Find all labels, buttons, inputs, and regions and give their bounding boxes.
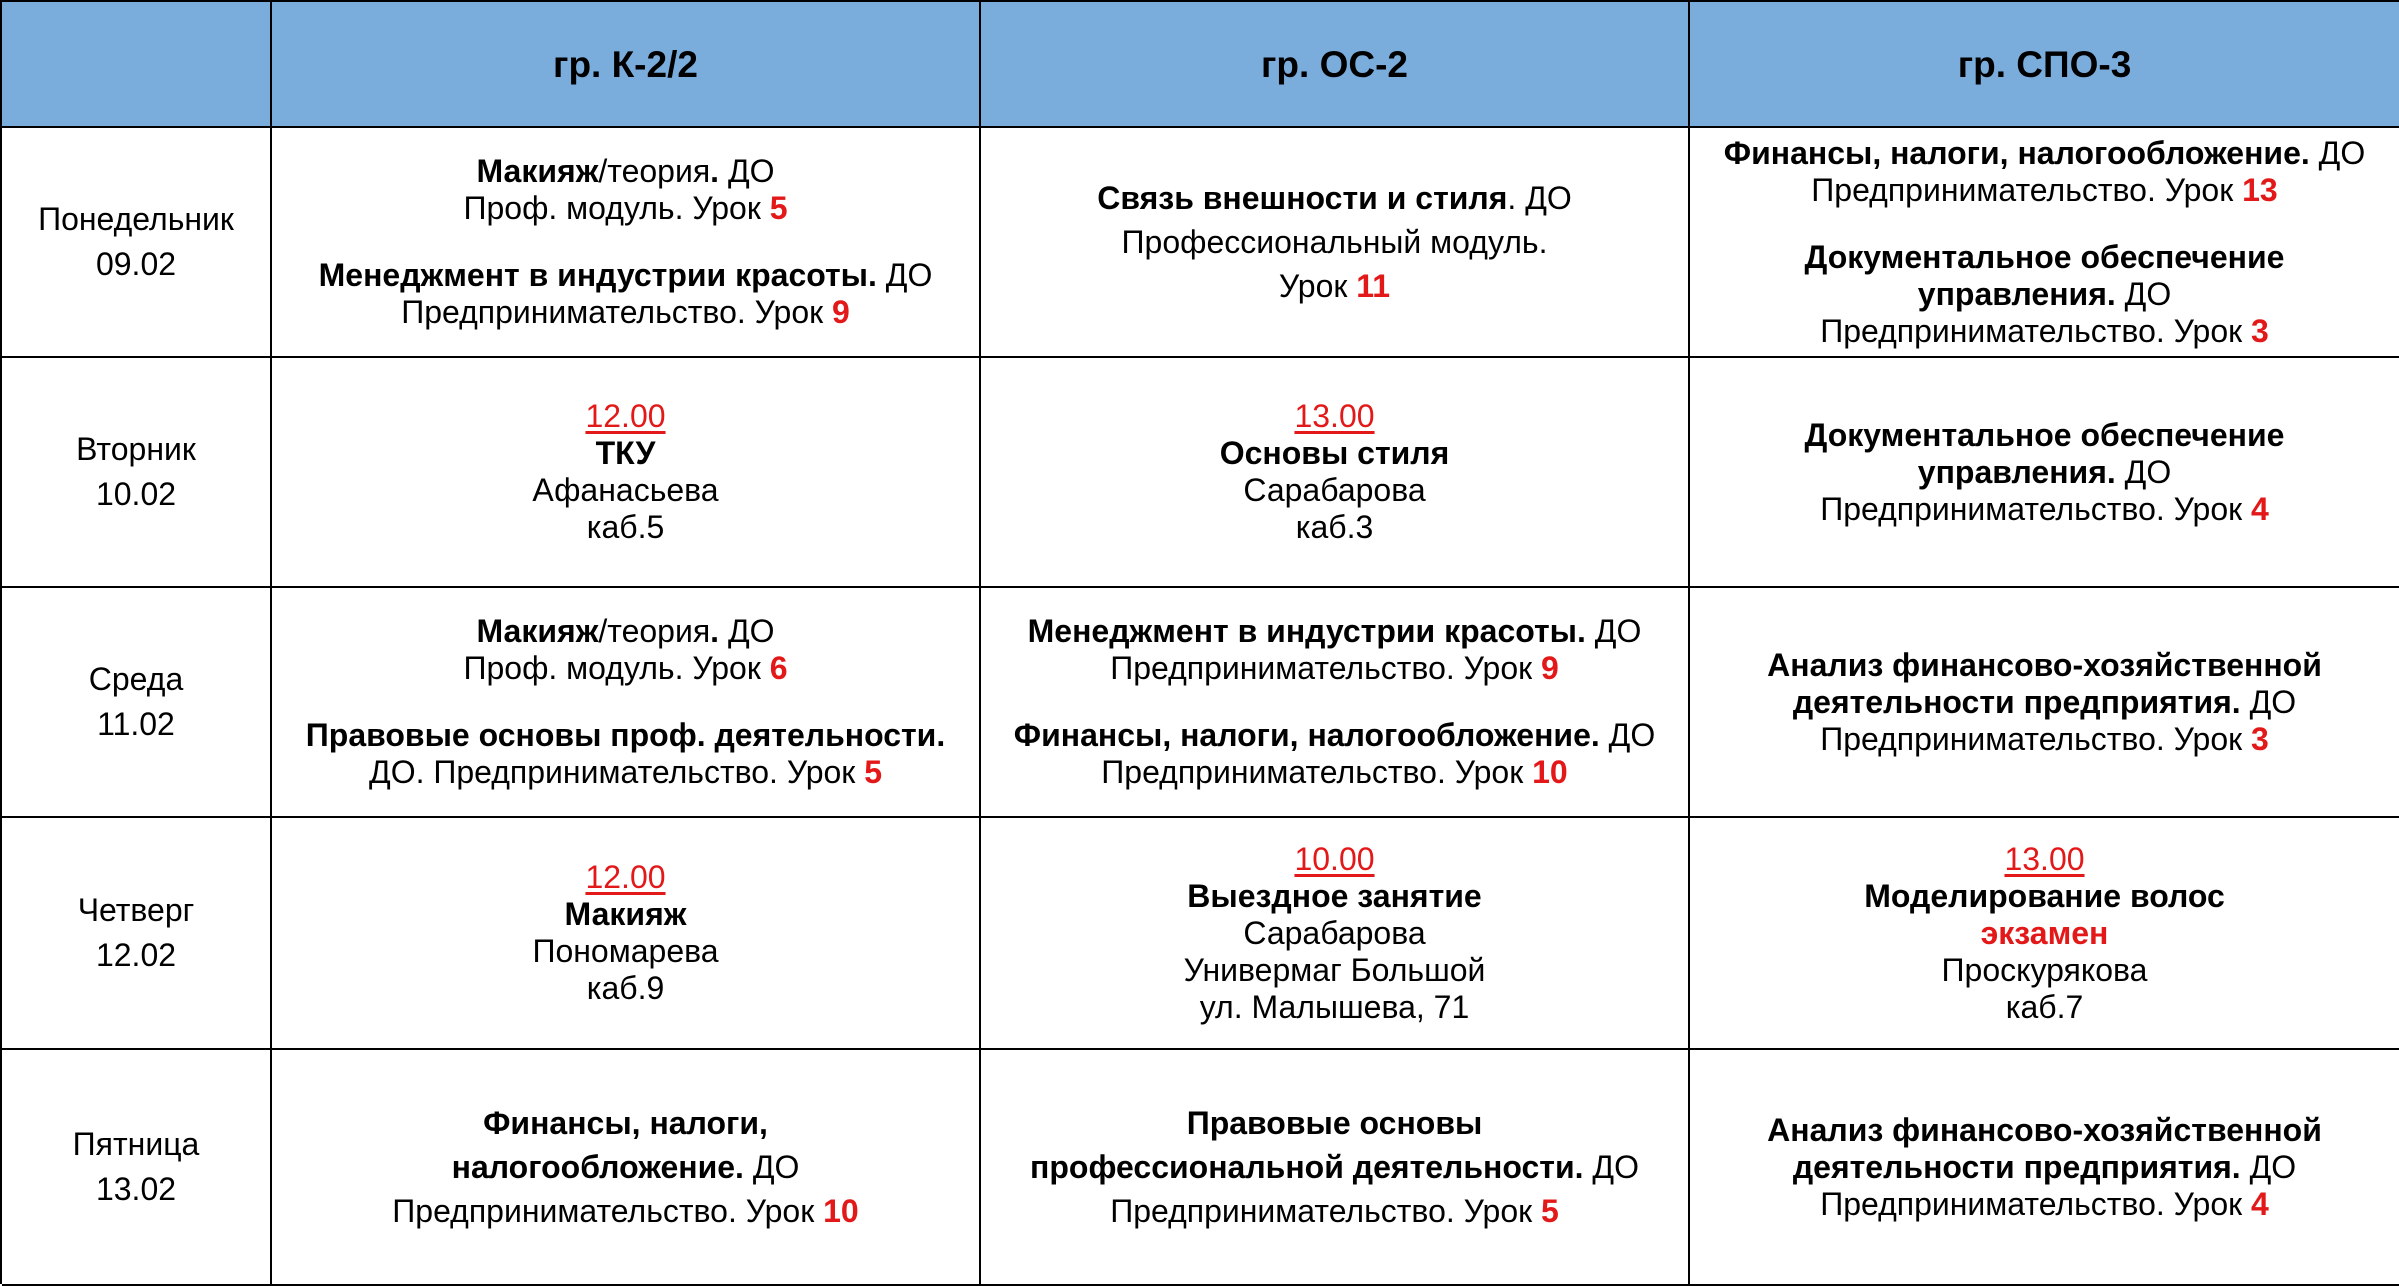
lesson-subject: Документальное обеспечение: [1804, 238, 2285, 275]
lesson-cell-wednesday-k22: [272, 588, 981, 818]
lesson-module: Предпринимательство. Урок: [1110, 1193, 1542, 1229]
lesson-cell-wednesday-os2: [981, 588, 1690, 818]
lesson-module: Предпринимательство. Урок: [1820, 720, 2252, 757]
lesson-title-line: [1793, 684, 2296, 721]
lesson-room: каб.9: [586, 970, 665, 1006]
lesson-time: 10.00: [1294, 840, 1375, 877]
lesson-cell-tuesday-spo3: [1690, 358, 2399, 588]
lesson-cell-tuesday-k22: [272, 358, 981, 588]
day-name: Вторник: [76, 431, 196, 467]
lesson-number: 4: [2251, 1185, 2269, 1222]
day-name: Четверг: [77, 892, 195, 928]
lesson-subject-suffix: /теория: [598, 153, 711, 189]
lesson-format: ДО: [2309, 134, 2366, 171]
lesson-module: Предпринимательство. Урок: [392, 1193, 824, 1229]
lesson-subject: деятельности предприятия.: [1792, 1148, 2241, 1185]
lesson-cell-tuesday-os2: [981, 358, 1690, 588]
lesson-subject: Анализ финансово-хозяйственной: [1767, 646, 2322, 683]
lesson-cell-monday-os2: [981, 128, 1690, 358]
lesson-subject: Финансы, налоги, налогообложение.: [1723, 134, 2310, 171]
lesson-title-line: [476, 153, 774, 190]
lesson-module-line: [369, 754, 882, 791]
day-date: 13.02: [95, 1171, 177, 1207]
lesson-teacher: Пономарева: [532, 933, 719, 969]
day-date: 10.02: [95, 476, 177, 512]
lesson-subject: Макияж: [476, 613, 599, 649]
lesson-subject: Связь внешности и стиля: [1097, 180, 1508, 216]
lesson-module: Предпринимательство. Урок: [1820, 490, 2252, 527]
lesson-teacher: Сарабарова: [1243, 472, 1426, 508]
lesson-module-line: [1820, 1186, 2269, 1223]
lesson-module-line: [463, 650, 787, 687]
day-name: Среда: [88, 661, 184, 697]
lesson-subject: Анализ финансово-хозяйственной: [1767, 1111, 2322, 1148]
lesson-number: 5: [1541, 1193, 1559, 1229]
lesson-module-line: [1279, 264, 1390, 308]
lesson-module-line: [1820, 721, 2269, 758]
lesson-title-line: [1097, 176, 1572, 220]
lesson-cell-monday-k22: [272, 128, 981, 358]
lesson-module-line: [1811, 172, 2277, 209]
lesson-number: 9: [1541, 650, 1559, 686]
lesson-subject: Финансы, налоги, налогообложение.: [1013, 717, 1600, 753]
lesson-subject: Выездное занятие: [1187, 877, 1482, 914]
lesson-subject: управления.: [1917, 275, 2116, 312]
lesson-cell-friday-os2: [981, 1050, 1690, 1286]
lesson-module: Проф. модуль. Урок: [463, 650, 770, 686]
header-group-k22: [272, 2, 981, 128]
header-group-os2: [981, 2, 1690, 128]
lesson-format: ДО: [1585, 613, 1642, 649]
lesson-room: каб.3: [1295, 509, 1374, 545]
lesson-subject: Финансы, налоги,: [483, 1105, 768, 1141]
lesson-number: 10: [1532, 754, 1568, 790]
lesson-subject: Правовые основы: [1186, 1105, 1483, 1141]
lesson-subject: Макияж: [476, 153, 599, 189]
day-cell-thursday: [2, 818, 272, 1050]
lesson-time: 13.00: [1294, 398, 1375, 434]
lesson-format: ДО: [2115, 275, 2172, 312]
day-name: Понедельник: [38, 201, 234, 237]
lesson-subject: Моделирование волос: [1864, 877, 2225, 914]
lesson-format: . ДО: [1507, 180, 1572, 216]
lesson-format: ДО: [876, 257, 933, 293]
lesson-module-line: [463, 190, 787, 227]
lesson-title-line: [1724, 135, 2365, 172]
day-cell-tuesday: [2, 358, 272, 588]
lesson-format: ДО: [719, 613, 775, 649]
lesson-module: Предпринимательство. Урок: [1101, 754, 1533, 790]
day-date: 09.02: [95, 246, 177, 282]
header-group-os2-label: гр. ОС-2: [1261, 43, 1408, 85]
lesson-subject: управления.: [1917, 453, 2116, 490]
lesson-subject: налогообложение.: [451, 1149, 744, 1185]
lesson-module-line: [1820, 491, 2269, 528]
lesson-subject: Менеджмент в индустрии красоты.: [1027, 613, 1586, 649]
header-group-spo3: [1690, 2, 2399, 128]
lesson-subject: профессиональной деятельности.: [1030, 1149, 1584, 1185]
lesson-room: каб.7: [2005, 988, 2084, 1025]
header-blank-cell: [2, 2, 272, 128]
lesson-number: 13: [2242, 171, 2278, 208]
exam-badge: экзамен: [1980, 914, 2109, 951]
lesson-number: 6: [769, 650, 788, 686]
day-date: 12.02: [95, 937, 177, 973]
lesson-subject: деятельности предприятия.: [1792, 683, 2241, 720]
lesson-module: Предпринимательство. Урок: [1820, 312, 2252, 349]
lesson-cell-thursday-spo3: [1690, 818, 2399, 1050]
lesson-module: Предпринимательство. Урок: [1811, 171, 2243, 208]
lesson-module: Проф. модуль. Урок: [463, 190, 770, 226]
lesson-subject-dot: .: [710, 153, 720, 189]
lesson-title-line: [1014, 717, 1655, 754]
header-group-k22-label: гр. К-2/2: [553, 43, 698, 85]
lesson-title-line: [452, 1145, 800, 1189]
lesson-module-line: [1110, 1189, 1559, 1233]
lesson-cell-thursday-k22: [272, 818, 981, 1050]
lesson-teacher: Афанасьева: [532, 472, 719, 508]
lesson-time: 13.00: [2004, 840, 2085, 877]
lesson-number: 4: [2251, 490, 2269, 527]
lesson-number: 10: [823, 1193, 859, 1229]
lesson-subject-dot: .: [710, 613, 720, 649]
lesson-subject: Менеджмент в индустрии красоты.: [318, 257, 877, 293]
lesson-module: Профессиональный модуль.: [1121, 224, 1548, 260]
lesson-teacher: Сарабарова: [1243, 914, 1426, 951]
day-cell-friday: [2, 1050, 272, 1286]
lesson-subject: Макияж: [564, 896, 687, 932]
lesson-subject: ТКУ: [595, 435, 656, 471]
lesson-title-line: [1030, 1145, 1639, 1189]
lesson-number: 5: [769, 190, 788, 226]
lesson-format: ДО: [2115, 453, 2172, 490]
lesson-module-line: [401, 294, 850, 331]
lesson-format: ДО: [1583, 1149, 1639, 1185]
lesson-subject-suffix: /теория: [598, 613, 711, 649]
lesson-title-line: [1793, 1149, 2296, 1186]
lesson-cell-friday-k22: [272, 1050, 981, 1286]
lesson-module-line: [1110, 650, 1559, 687]
lesson-title-line: [1028, 613, 1642, 650]
lesson-time: 12.00: [585, 859, 666, 895]
lesson-title-line: [319, 257, 933, 294]
day-date: 11.02: [97, 706, 175, 742]
lesson-module: Предпринимательство. Урок: [1110, 650, 1542, 686]
lesson-module-line: [1101, 754, 1567, 791]
lesson-subject: Основы стиля: [1219, 435, 1450, 471]
lesson-title-line: [1918, 454, 2171, 491]
lesson-number: 3: [2251, 312, 2269, 349]
lesson-time: 12.00: [585, 398, 666, 434]
lesson-module-line: [1820, 313, 2269, 350]
lesson-cell-wednesday-spo3: [1690, 588, 2399, 818]
lesson-teacher: Проскурякова: [1941, 951, 2148, 988]
lesson-number: 11: [1356, 268, 1391, 304]
lesson-address: ул. Малышева, 71: [1199, 988, 1470, 1025]
lesson-format: ДО: [743, 1149, 800, 1185]
lesson-format: ДО: [2240, 683, 2297, 720]
lesson-module: Предпринимательство. Урок: [1820, 1185, 2252, 1222]
header-group-spo3-label: гр. СПО-3: [1957, 43, 2132, 85]
lesson-title-line: [1918, 276, 2171, 313]
lesson-label: Урок: [1278, 268, 1357, 304]
lesson-cell-thursday-os2: [981, 818, 1690, 1050]
day-cell-monday: [2, 128, 272, 358]
lesson-subject: Правовые основы проф. деятельности.: [305, 717, 946, 753]
lesson-place: Универмаг Большой: [1183, 951, 1486, 988]
lesson-module-line: [392, 1189, 858, 1233]
lesson-format: ДО: [719, 153, 775, 189]
lesson-cell-friday-spo3: [1690, 1050, 2399, 1286]
day-cell-wednesday: [2, 588, 272, 818]
lesson-module: Предпринимательство. Урок: [401, 294, 833, 330]
lesson-number: 9: [832, 294, 850, 330]
day-name: Пятница: [72, 1126, 200, 1162]
lesson-format: ДО: [1599, 717, 1656, 753]
lesson-cell-monday-spo3: [1690, 128, 2399, 358]
lesson-subject: Документальное обеспечение: [1804, 416, 2285, 453]
lesson-title-line: [476, 613, 774, 650]
lesson-format: ДО: [2240, 1148, 2297, 1185]
lesson-number: 3: [2251, 720, 2269, 757]
lesson-module: ДО. Предпринимательство. Урок: [369, 754, 865, 790]
lesson-room: каб.5: [586, 509, 665, 545]
lesson-number: 5: [864, 754, 882, 790]
